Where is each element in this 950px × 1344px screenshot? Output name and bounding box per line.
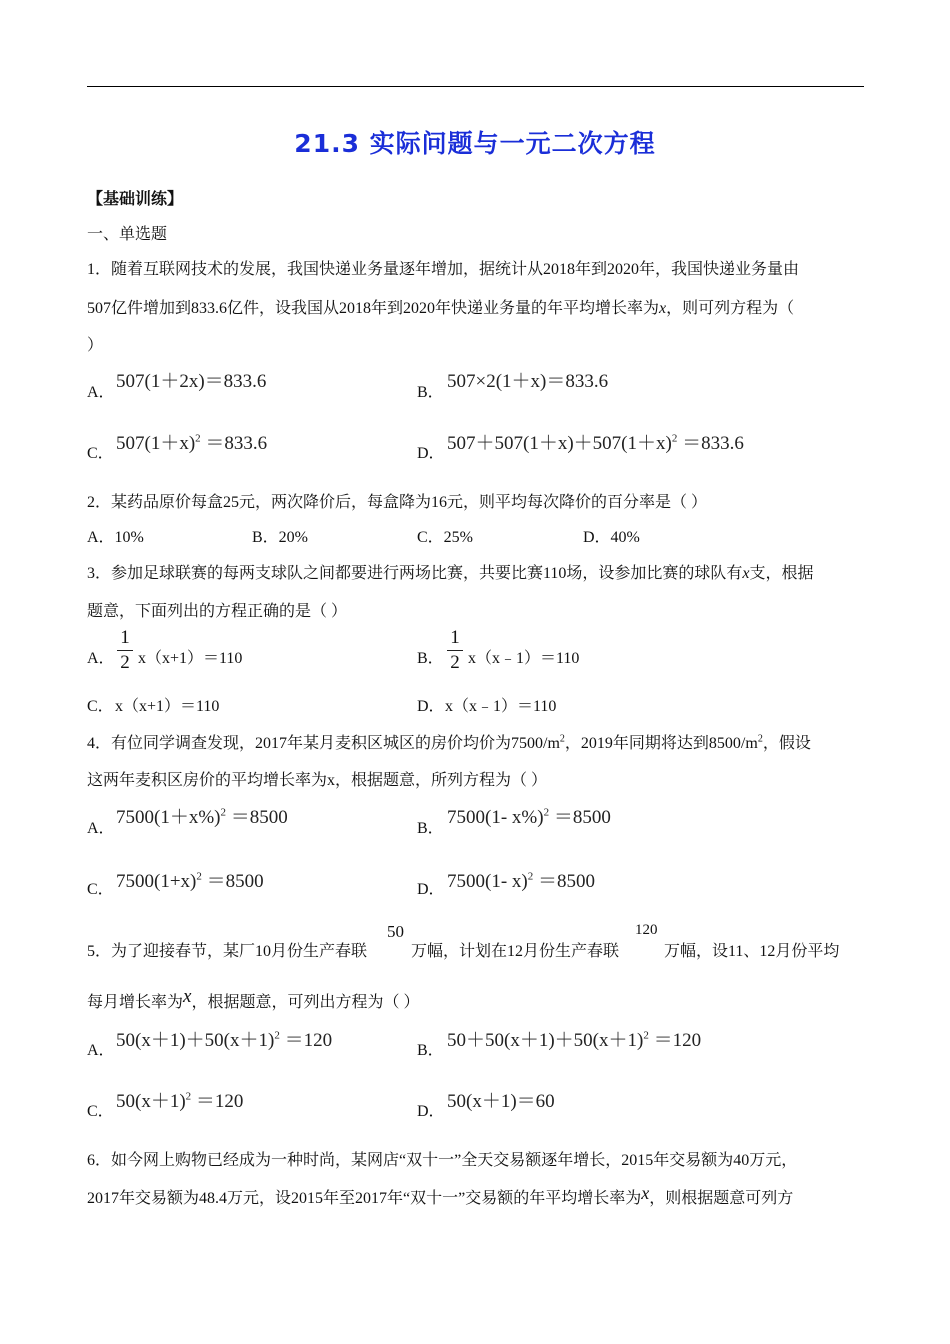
q2-option-a: A．10%: [87, 529, 144, 546]
q6-line2: 2017年交易额为48.4万元，设2015年至2017年“双十一”交易额的年平均增长率为x，则根据题意可列方: [87, 1183, 794, 1207]
q1-line1: 1．随着互联网技术的发展，我国快递业务量逐年增加，据统计从2018年到2020年，我国快递业务量由: [87, 261, 800, 278]
q4-line1: 4．有位同学调查发现，2017年某月麦积区城区的房价均价为$7500/m^2$，2019年同期将达到$8500/m^2$，假设: [87, 733, 811, 752]
q6-line1: 6．如今网上购物已经成为一种时尚，某网店“双十一”全天交易额逐年增长，2015年交易额为40万元，: [87, 1152, 798, 1169]
q3-option-a-fraction: 1 2: [117, 628, 133, 673]
q1-option-d-formula: $507+507(1+x)+507(1+x)^2 =833.6$: [447, 432, 744, 454]
q1-option-d-label: D．: [417, 445, 445, 462]
q4-option-a-formula: $7500(1+x\%)^2 =8500$: [116, 806, 288, 828]
q5-line1-part2: 万幅，计划在12月份生产春联: [411, 943, 620, 960]
q2-option-c: C．25%: [417, 529, 474, 546]
q5-option-d-formula: 50(x＋1)＝60: [447, 1091, 555, 1112]
q1-option-c-formula: $507(1+x)^2 =833.6$: [116, 432, 268, 454]
q3-option-c-label: C．: [87, 698, 114, 715]
page-title: 21.3 实际问题与一元二次方程: [294, 129, 656, 158]
q2-option-d: D．40%: [583, 529, 640, 546]
q4-option-a-label: A．: [87, 820, 115, 837]
q5-line1-part1: 5．为了迎接春节，某厂10月份生产春联: [87, 943, 368, 960]
q3-option-a-formula: x（x+1）＝110: [138, 650, 243, 667]
q5-option-a-formula: $50(x+1)+50(x+1)^2 =120$: [116, 1029, 333, 1051]
q5-line2: 每月增长率为x，根据题意，可列出方程为（ ）: [87, 986, 420, 1011]
q4-option-b-label: B．: [417, 820, 444, 837]
q5-option-b-label: B．: [417, 1042, 444, 1059]
q4-option-d-label: D．: [417, 881, 445, 898]
q3-line2: 题意，下面列出的方程正确的是（ ）: [87, 603, 348, 620]
q3-option-b-label: B．: [417, 650, 444, 667]
q3-option-c-formula: x（x+1）＝110: [115, 698, 220, 715]
subsection-label: 一、单选题: [87, 226, 168, 243]
section-label: 【基础训练】: [87, 191, 184, 208]
q2-option-b: B．20%: [252, 529, 309, 546]
q3-line1: 3．参加足球联赛的每两支球队之间都要进行两场比赛，共要比赛110场，设参加比赛的球队有x支，根据: [87, 565, 814, 582]
q5-option-c-label: C．: [87, 1103, 114, 1120]
q1-option-c-label: C．: [87, 445, 114, 462]
q3-option-d-label: D．: [417, 698, 445, 715]
q3-option-a-label: A．: [87, 650, 115, 667]
q5-line1-part3: 万幅，设11、12月份平均: [664, 943, 840, 960]
q5-number-50: 50: [387, 922, 404, 941]
q3-option-b-formula: x（x﹣1）＝110: [468, 650, 580, 667]
q4-line2: 这两年麦积区房价的平均增长率为x，根据题意，所列方程为（ ）: [87, 772, 548, 789]
header-rule: [87, 86, 864, 87]
q3-option-d-formula: x（x﹣1）＝110: [445, 698, 557, 715]
q4-option-c-label: C．: [87, 881, 114, 898]
q1-line3: ）: [87, 337, 104, 354]
q1-option-b-formula: 507×2(1＋x)＝833.6: [447, 371, 609, 392]
q1-line2: 507亿件增加到833.6亿件，设我国从2018年到2020年快递业务量的年平均增长率为x，则可列方程为（: [87, 300, 795, 317]
q5-option-a-label: A．: [87, 1042, 115, 1059]
q5-option-c-formula: $50(x+1)^2 =120$: [116, 1090, 244, 1112]
q1-option-a-label: A．: [87, 384, 115, 401]
q5-option-d-label: D．: [417, 1103, 445, 1120]
q2-text: 2．某药品原价每盒25元，两次降价后，每盒降为16元，则平均每次降价的百分率是（ ）: [87, 494, 708, 511]
q1-option-b-label: B．: [417, 384, 444, 401]
q4-option-b-formula: 7500(1- x%)$^2$ ＝8500: [447, 806, 611, 828]
q5-number-120: 120: [635, 922, 658, 938]
q5-option-b-formula: $50+50(x+1)+50(x+1)^2 =120$: [447, 1029, 702, 1051]
q3-option-b-fraction: 1 2: [447, 628, 463, 673]
q1-option-a-formula: 507(1＋2x)＝833.6: [116, 371, 267, 392]
q4-option-c-formula: $7500(1+x)^2 =8500$: [116, 870, 264, 892]
q4-option-d-formula: 7500(1- x)$^2$ ＝8500: [447, 870, 595, 892]
